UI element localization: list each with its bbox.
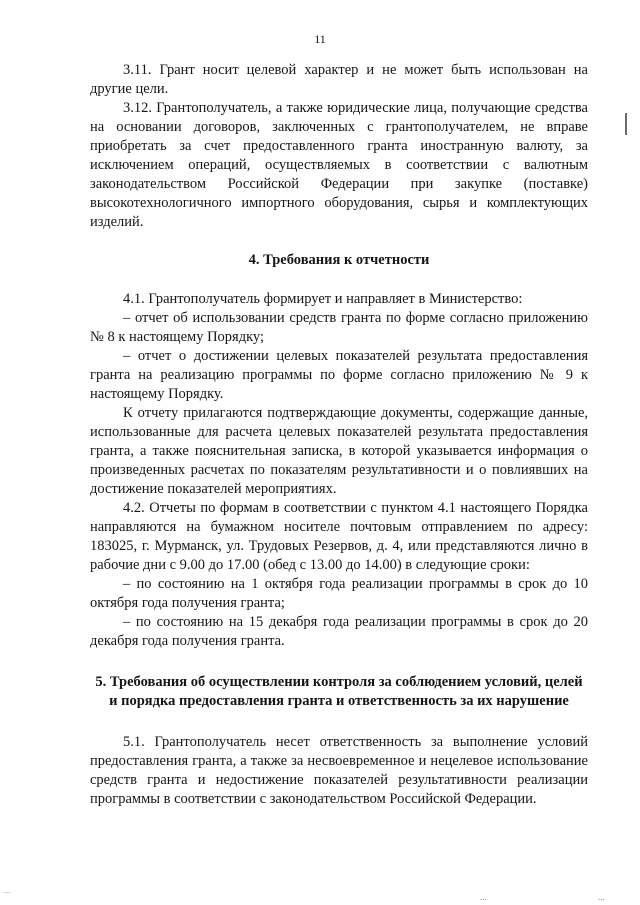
scan-artifact-left: ‾‾	[4, 892, 10, 902]
scan-edge-mark	[625, 113, 627, 135]
list-item-report-indicators: – отчет о достижении целевых показателей результата предоставления гранта на реализацию программы по форме согласно приложению № 9 к настоящему Порядку.	[90, 348, 588, 402]
paragraph-3-12: 3.12. Грантополучатель, а также юридические лица, получающие средства на основании договоров, заключенных с грантополучателем, не вправе приобретать за счет предоставленного гранта иностранную валюту, за исключением операций, осуществляемых в соответствии с валютным законодательством Российской Федерации при закупке (поставке) высокотехнологичного импортного оборудования, сырья и комплектующих изделий.	[90, 100, 588, 230]
section-4-heading: 4. Требования к отчетности	[248, 252, 430, 268]
scan-artifact-middle: ...	[480, 892, 487, 902]
document-body	[90, 61, 588, 809]
list-item-deadline-october: – по состоянию на 1 октября года реализации программы в срок до 10 октября года получения гранта;	[90, 576, 588, 611]
section-5-heading: 5. Требования об осуществлении контроля за соблюдением условий, целей и порядка предоставления гранта и ответственность за их нарушение	[95, 674, 583, 709]
list-item-deadline-december: – по состоянию на 15 декабря года реализации программы в срок до 20 декабря года получения гранта.	[90, 614, 588, 649]
page-number: 11	[314, 32, 326, 46]
list-item-report-usage: – отчет об использовании средств гранта по форме согласно приложению № 8 к настоящему Порядку;	[90, 310, 588, 345]
paragraph-4-1: 4.1. Грантополучатель формирует и направляет в Министерство:	[123, 291, 523, 307]
paragraph-attachments: К отчету прилагаются подтверждающие документы, содержащие данные, использованные для расчета целевых показателей результата предоставления гранта, а также пояснительная записка, в которой указывается информация о произведенных расчетах по показателям результативности и о повлиявших на достижение показателей мероприятиях.	[90, 405, 588, 497]
paragraph-5-1: 5.1. Грантополучатель несет ответственность за выполнение условий предоставления гранта, а также за несвоевременное и нецелевое использование средств гранта и недостижение показателей результативности реализации программы в соответствии с законодательством Российской Федерации.	[90, 734, 588, 807]
paragraph-4-2: 4.2. Отчеты по формам в соответствии с пунктом 4.1 настоящего Порядка направляются на бумажном носителе почтовым отправлением по адресу: 183025, г. Мурманск, ул. Трудовых Резервов, д. 4, или представляются лично в рабочие дни с 9.00 до 17.00 (обед с 13.00 до 14.00) в следующие сроки:	[90, 500, 588, 573]
scan-artifact-right: ...	[598, 892, 605, 902]
paragraph-3-11: 3.11. Грант носит целевой характер и не может быть использован на другие цели.	[90, 62, 588, 97]
